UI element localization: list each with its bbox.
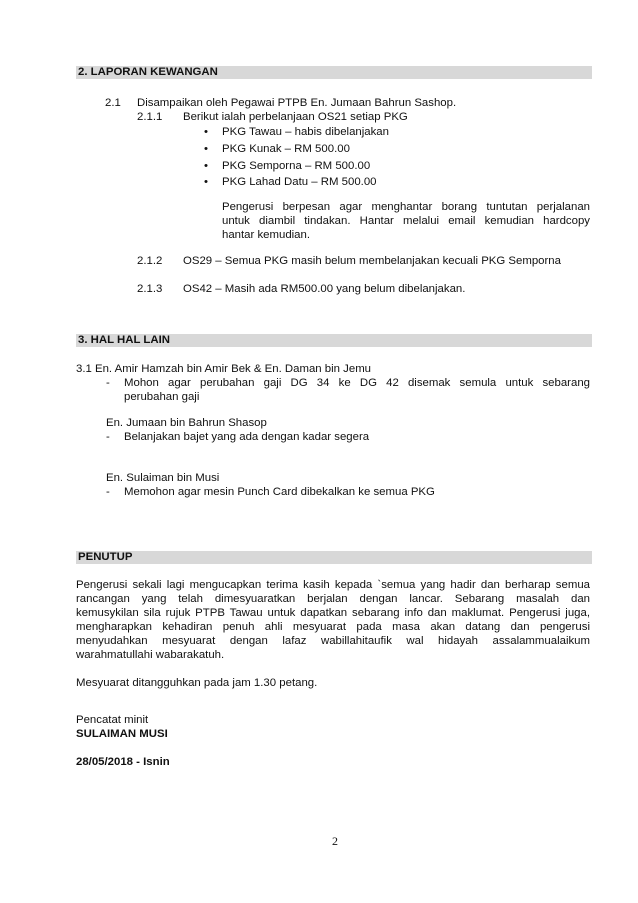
item-3-1-text: 3.1 En. Amir Hamzah bin Amir Bek & En. Daman bin Jemu <box>76 363 372 375</box>
bullet-item: PKG Kunak – RM 500.00 <box>222 143 350 155</box>
dash-marker: - <box>106 431 110 443</box>
closing-paragraph-line: kemusykilan sila rujuk PTPB Tawau untuk dapatkan sebarang info dan maklumat. Pengerusi juga, <box>76 607 590 619</box>
bullet-icon: • <box>204 160 208 172</box>
recorder-label: Pencatat minit <box>76 714 149 726</box>
section-3-heading: 3. HAL HAL LAIN <box>78 334 170 346</box>
closing-heading: PENUTUP <box>78 551 133 563</box>
item-3-1-point-line: perubahan gaji <box>124 391 200 403</box>
recorder-name: SULAIMAN MUSI <box>76 728 168 740</box>
person-2-name: En. Jumaan bin Bahrun Shasop <box>106 417 267 429</box>
chairman-note-line: untuk diambil tindakan. Hantar melalui email kemudian hardcopy <box>222 215 590 227</box>
page-number: 2 <box>332 834 338 848</box>
section-2-heading: 2. LAPORAN KEWANGAN <box>78 66 218 78</box>
item-2-1-1-number: 2.1.1 <box>137 111 163 123</box>
section-2-heading-bar <box>76 66 592 79</box>
adjourn-text: Mesyuarat ditangguhkan pada jam 1.30 petang. <box>76 677 318 689</box>
meeting-date: 28/05/2018 - Isnin <box>76 756 170 768</box>
item-2-1-3-text: OS42 – Masih ada RM500.00 yang belum dibelanjakan. <box>183 283 466 295</box>
item-2-1-number: 2.1 <box>105 97 121 109</box>
bullet-icon: • <box>204 176 208 188</box>
section-3-heading-bar <box>76 334 592 347</box>
item-2-1-2-number: 2.1.2 <box>137 255 163 267</box>
item-2-1-2-text: OS29 – Semua PKG masih belum membelanjakan kecuali PKG Semporna <box>183 255 561 267</box>
item-2-1-text: Disampaikan oleh Pegawai PTPB En. Jumaan Bahrun Sashop. <box>137 97 457 109</box>
bullet-icon: • <box>204 143 208 155</box>
person-3-name: En. Sulaiman bin Musi <box>106 472 220 484</box>
closing-heading-bar <box>76 551 592 564</box>
bullet-icon: • <box>204 126 208 138</box>
chairman-note-line: hantar kemudian. <box>222 229 311 241</box>
bullet-item: PKG Lahad Datu – RM 500.00 <box>222 176 377 188</box>
dash-marker: - <box>106 486 110 498</box>
item-2-1-3-number: 2.1.3 <box>137 283 163 295</box>
closing-paragraph-line: Pengerusi sekali lagi mengucapkan terima kasih kepada `semua yang hadir dan berharap semua <box>76 579 590 591</box>
dash-marker: - <box>106 377 110 389</box>
closing-paragraph-line: warahmatullahi wabarakatuh. <box>76 649 225 661</box>
person-2-point: Belanjakan bajet yang ada dengan kadar segera <box>124 431 370 443</box>
closing-paragraph-line: menyudahkan mesyuarat dengan lafaz wabillahitaufik wal hidayah assalammualaikum <box>76 635 590 647</box>
bullet-item: PKG Tawau – habis dibelanjakan <box>222 126 389 138</box>
bullet-item: PKG Semporna – RM 500.00 <box>222 160 371 172</box>
item-2-1-1-text: Berikut ialah perbelanjaan OS21 setiap PKG <box>183 111 408 123</box>
person-3-point: Memohon agar mesin Punch Card dibekalkan ke semua PKG <box>124 486 435 498</box>
item-3-1-point-line: Mohon agar perubahan gaji DG 34 ke DG 42 disemak semula untuk sebarang <box>124 377 590 389</box>
closing-paragraph-line: mengharapkan kehadiran penuh ahli mesyuarat pada masa akan datang dan pengerusi <box>76 621 590 633</box>
closing-paragraph-line: rancangan yang telah dimesyuaratkan berjalan dengan lancar. Sebarang masalah dan <box>76 593 590 605</box>
chairman-note-line: Pengerusi berpesan agar menghantar borang tuntutan perjalanan <box>222 201 590 213</box>
